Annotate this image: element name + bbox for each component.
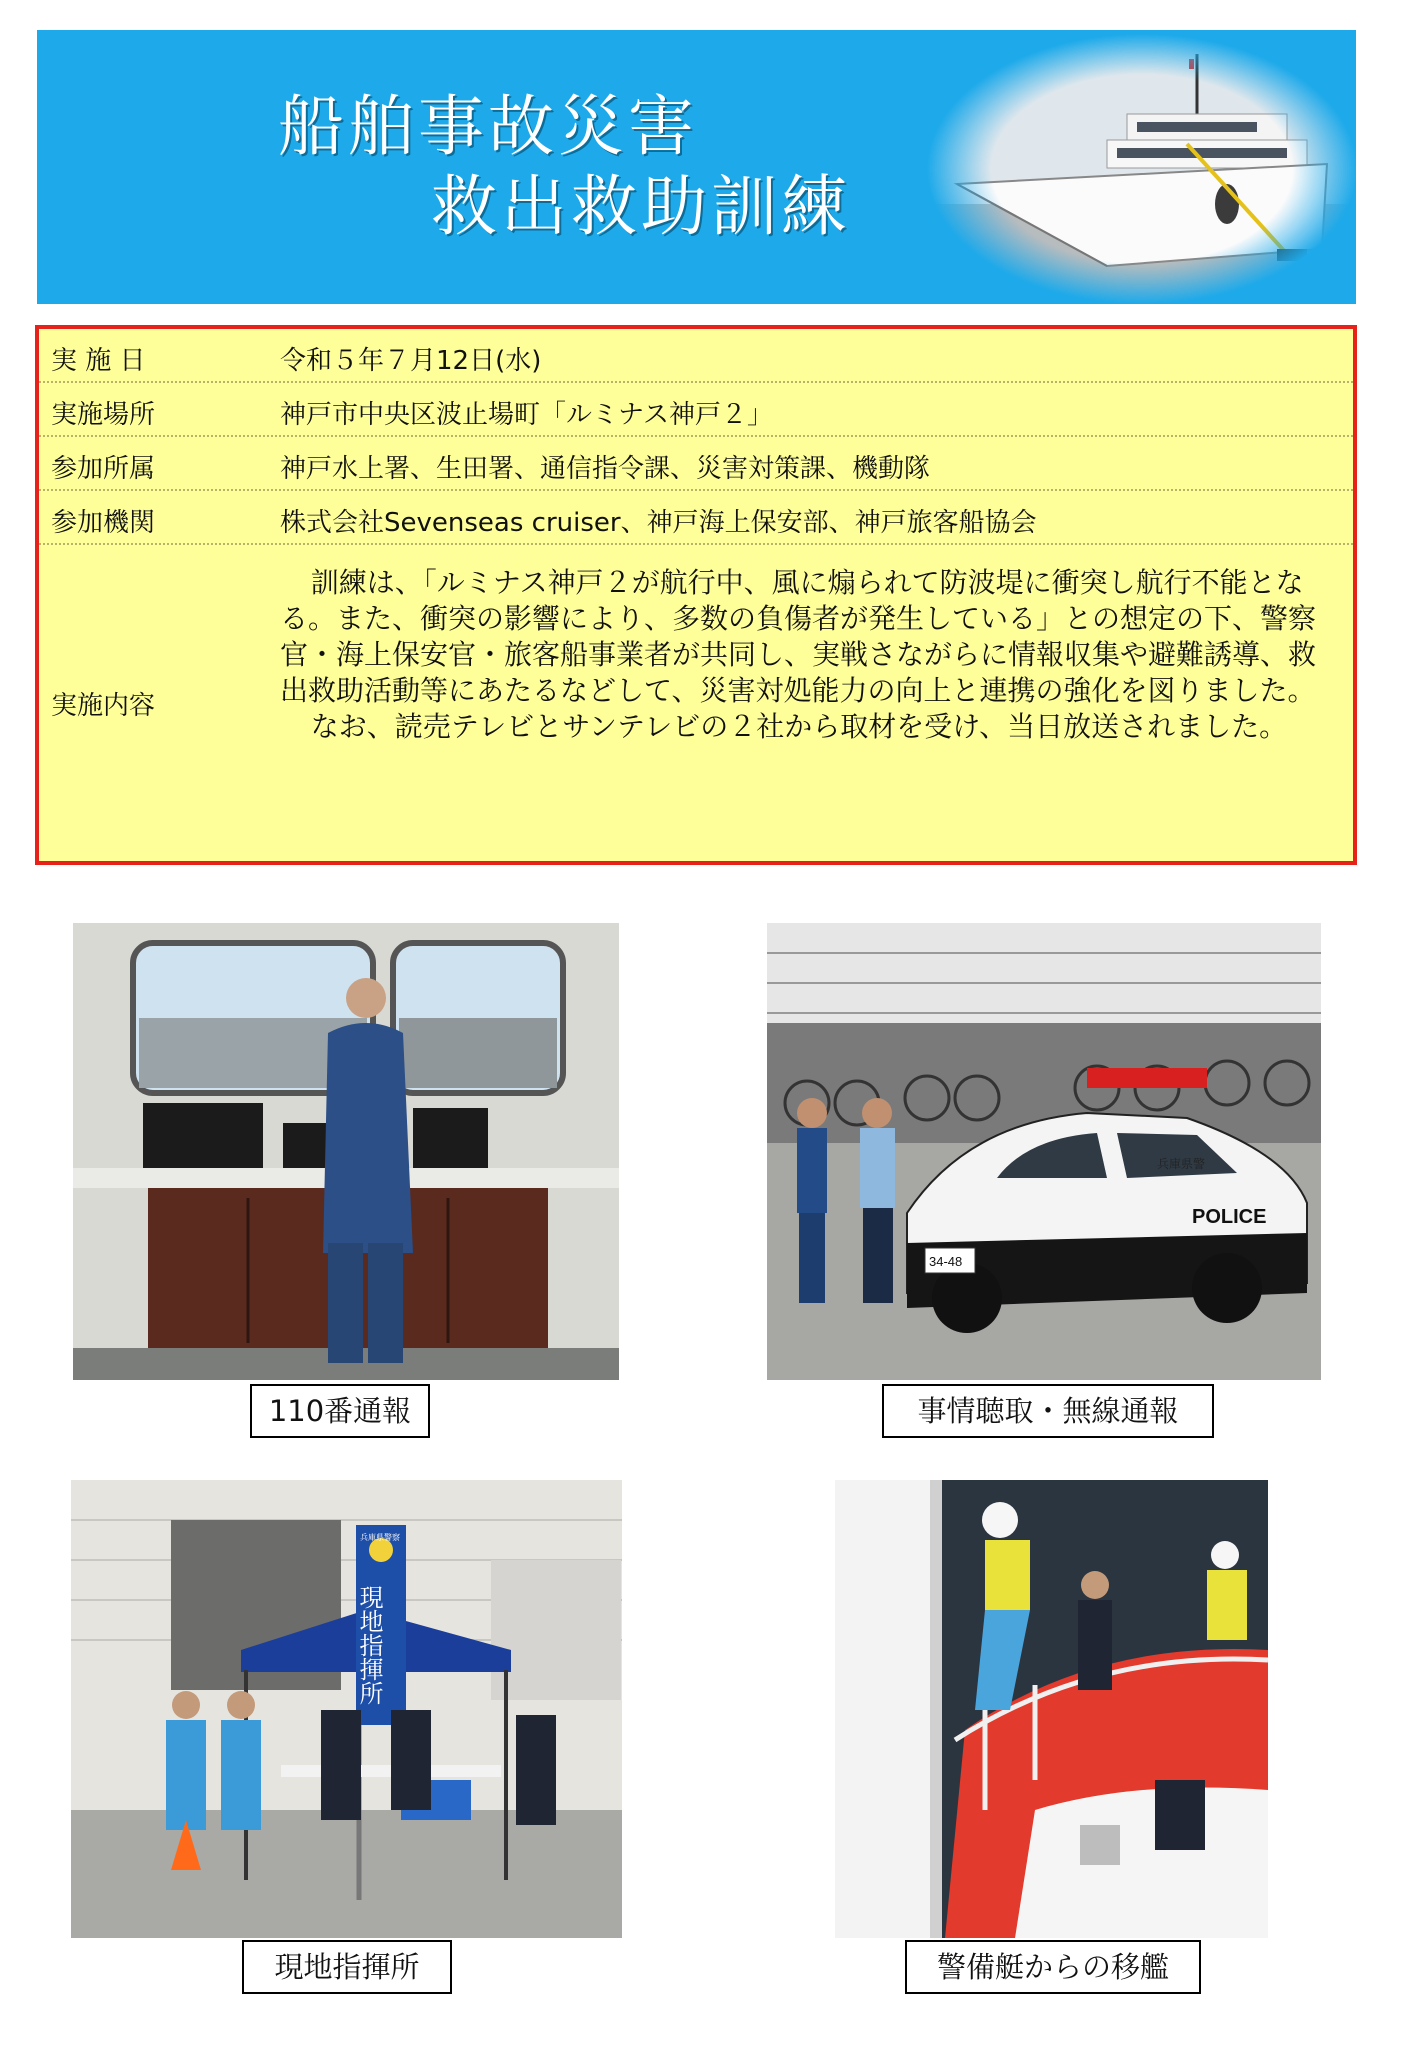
banner-text: 現地指揮所 xyxy=(355,1585,383,1705)
photo-vessel-transfer xyxy=(835,1480,1268,1938)
photo-110-call xyxy=(73,923,619,1380)
title-line-2: 救出救助訓練 xyxy=(431,168,851,245)
info-label: 実 施 日 xyxy=(51,346,146,376)
photo-caption: 事情聴取・無線通報 xyxy=(882,1384,1214,1438)
info-label: 参加所属 xyxy=(51,454,156,484)
info-row-organizations xyxy=(39,491,1353,545)
car-police-text: POLICE xyxy=(1192,1206,1267,1228)
banner-small-text: 兵庫県警察 xyxy=(360,1533,400,1542)
car-plate: 34-48 xyxy=(929,1254,963,1269)
car-roof-text: 兵庫県警 xyxy=(1157,1157,1206,1171)
photo-caption: 現地指揮所 xyxy=(242,1940,452,1994)
title-line-1: 船舶事故災害 xyxy=(278,88,698,165)
ship-photo xyxy=(927,34,1357,304)
content-paragraph: 訓練は、「ルミナス神戸２が航行中、風に煽られて防波堤に衝突し航行不能となる。また、衝突の影響により、多数の負傷者が発生している」との想定の下、警察官・海上保安官・旅客船事業者が共同し、実戦さながらに情報収集や避難誘導、救出救助活動等にあたるなどして、災害対処能力の向上と連携の強化を図りました。 xyxy=(280,566,1317,707)
info-value: 株式会社Sevenseas cruiser、神戸海上保安部、神戸旅客船協会 xyxy=(280,508,1037,538)
photo-interview-radio xyxy=(767,923,1321,1380)
photo-command-post xyxy=(71,1480,622,1938)
info-row-date xyxy=(39,329,1353,383)
content-paragraph: なお、読売テレビとサンテレビの２社から取材を受け、当日放送されました。 xyxy=(310,710,1288,743)
content-description xyxy=(280,565,1342,745)
info-label: 実施場所 xyxy=(51,400,156,430)
info-row-place xyxy=(39,383,1353,437)
info-value: 神戸水上署、生田署、通信指令課、災害対策課、機動隊 xyxy=(280,454,931,484)
photo-caption: 110番通報 xyxy=(250,1384,430,1438)
info-row-content xyxy=(39,545,1353,861)
info-value: 神戸市中央区波止場町「ルミナス神戸２」 xyxy=(280,400,773,430)
event-info-table xyxy=(35,325,1357,865)
info-value: 令和５年７月12日(水) xyxy=(280,346,542,376)
photo-caption: 警備艇からの移艦 xyxy=(905,1940,1201,1994)
header-banner xyxy=(37,30,1356,304)
info-label: 参加機関 xyxy=(51,508,156,538)
info-row-departments xyxy=(39,437,1353,491)
info-label: 実施内容 xyxy=(51,691,156,721)
